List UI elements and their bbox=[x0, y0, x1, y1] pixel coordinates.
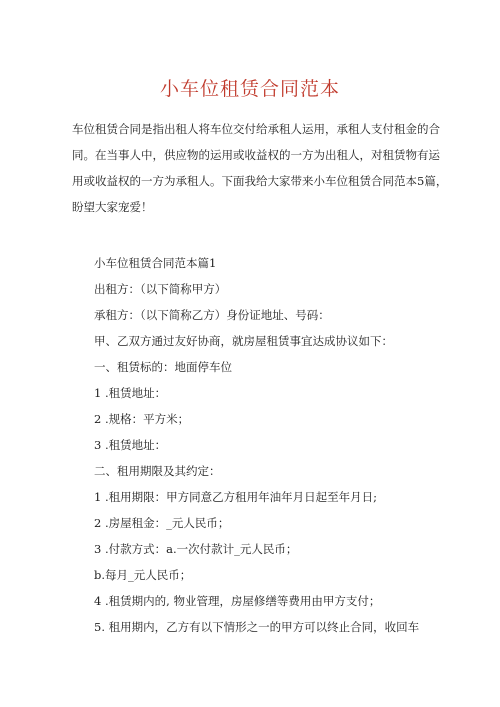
agreement-line: 甲、乙双方通过友好协商，就房屋租赁事宜达成协议如下： bbox=[94, 334, 393, 348]
intro-paragraph bbox=[72, 116, 448, 220]
clause-heading: 一、租赁标的：地面停车位 bbox=[94, 360, 232, 374]
clause-item: 5. 租用期内，乙方有以下情形之一的甲方可以终止合同，收回车 bbox=[94, 620, 420, 634]
intro-line: 车位租赁合同是指出租人将车位交付给承租人运用，承租人支付租金的合 bbox=[72, 122, 440, 136]
clause-item: 3 .租赁地址： bbox=[94, 438, 167, 452]
clause-item: b.每月_元人民币； bbox=[94, 568, 192, 582]
clause-item: 4 .租赁期内的, 物业管理，房屋修缮等费用由甲方支付； bbox=[94, 594, 381, 608]
document-title: 小车位租赁合同范本 bbox=[159, 78, 340, 100]
intro-line: 同。在当事人中，供应物的运用或收益权的一方为出租人，对租赁物有运 bbox=[72, 148, 440, 162]
clause-item: 3 .付款方式：a.一次付款计_元人民币； bbox=[94, 542, 298, 556]
section-heading: 小车位租赁合同范本篇1 bbox=[94, 256, 217, 270]
clause-item: 1 .租用期限：甲方同意乙方租用年油年月日起至年月日; bbox=[94, 490, 377, 504]
clause-item: 2 .房屋租金：_元人民币； bbox=[94, 516, 230, 530]
intro-line: 用或收益权的一方为承租人。下面我给大家带来小车位租赁合同范本5篇， bbox=[72, 174, 448, 188]
clause-item: 1 .租赁地址： bbox=[94, 386, 167, 400]
lessor-line: 出租方：（以下简称甲方） bbox=[94, 282, 227, 296]
contract-body bbox=[94, 250, 444, 640]
clause-heading: 二、租用期限及其约定： bbox=[94, 464, 221, 478]
clause-item: 2 .规格：平方米； bbox=[94, 412, 190, 426]
intro-line: 盼望大家宠爱！ bbox=[72, 200, 153, 214]
lessee-line: 承租方：（以下简称乙方）身份证地址、号码： bbox=[94, 308, 330, 322]
